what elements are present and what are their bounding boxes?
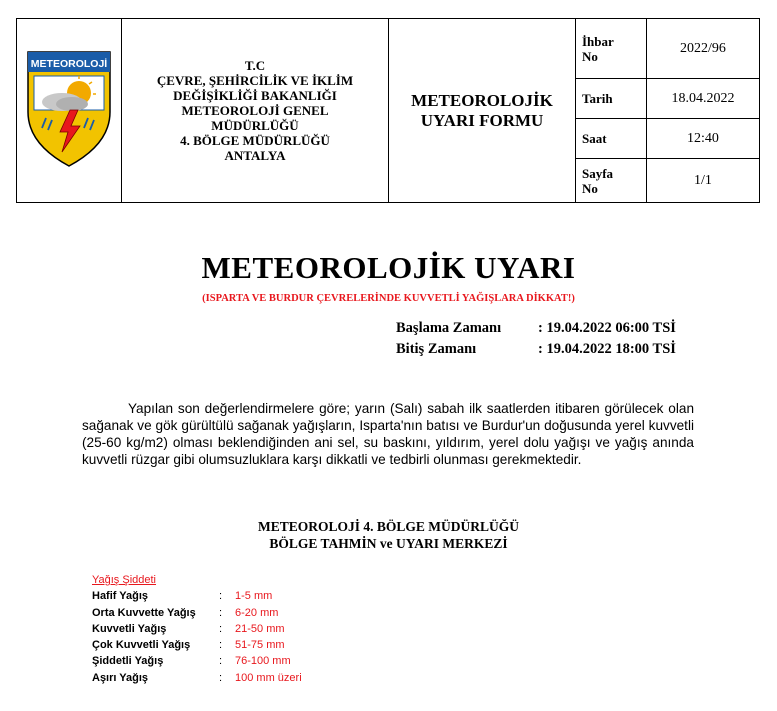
start-time-label: Başlama Zamanı [396, 320, 502, 336]
sayfa-label-line: Sayfa [582, 165, 614, 181]
ministry-line: ANTALYA [224, 148, 286, 163]
ministry-line: 4. BÖLGE MÜDÜRLÜĞÜ [180, 133, 330, 148]
end-time-label: Bitiş Zamanı [396, 341, 477, 357]
legend-title: Yağış Şiddeti [92, 574, 157, 586]
legend-separator: : [219, 671, 223, 684]
legend-item [92, 588, 302, 604]
legend-separator: : [219, 655, 223, 668]
rain-intensity-legend [92, 572, 302, 686]
legend-item [92, 605, 302, 621]
legend-item-value: 76-100 mm [235, 655, 291, 668]
end-time-value: : 19.04.2022 18:00 TSİ [538, 341, 676, 357]
warning-subtitle: (ISPARTA VE BURDUR ÇEVRELERİNDE KUVVETLİ YAĞIŞLARA DİKKAT!) [202, 293, 575, 304]
ministry-line: DEĞİŞİKLİĞİ BAKANLIĞI [173, 88, 337, 103]
legend-item-name: Hafif Yağış [92, 590, 149, 603]
header-table [16, 18, 760, 203]
ministry-line: MÜDÜRLÜĞÜ [211, 118, 299, 133]
legend-item-value: 51-75 mm [235, 639, 285, 652]
legend-item-name: Çok Kuvvetli Yağış [92, 639, 191, 652]
ihbar-label [576, 19, 647, 79]
legend-item-value: 21-50 mm [235, 622, 285, 635]
start-time-row [396, 318, 676, 339]
ihbar-label-line: İhbar [582, 33, 614, 49]
logo-text: METEOROLOJİ [30, 58, 108, 70]
legend-item-value: 6-20 mm [235, 606, 279, 619]
logo-cell [17, 19, 122, 203]
legend-separator: : [219, 622, 223, 635]
ministry-cell [122, 19, 389, 203]
warning-paragraph: Yapılan son değerlendirmelere göre; yarın (Salı) sabah ilk saatlerden itibaren görülecek olan sağanak ve gök gürültülü sağanak yağışların, Isparta'nın batısı ve Burdur'un doğusunda yerel kuvvetli (25-60 kg/m2) olması beklendiğinden ani sel, su baskını, yıldırım, yerel dolu yağışı ve yağış anında kuvvetli rüzgar gibi olumsuzluklara karşı dikkatli ve tedbirli olunması gerekmektedir. [82, 401, 694, 467]
legend-item [92, 637, 302, 653]
legend-item [92, 653, 302, 669]
legend-item-name: Kuvvetli Yağış [92, 622, 167, 635]
end-time-row [396, 339, 676, 360]
center-title-line: BÖLGE TAHMİN ve UYARI MERKEZİ [269, 536, 508, 551]
legend-item-name: Şiddetli Yağış [92, 655, 164, 668]
saat-label: Saat [576, 119, 647, 159]
warning-title: METEOROLOJİK UYARI [201, 250, 576, 285]
center-title-line: METEOROLOJİ 4. BÖLGE MÜDÜRLÜĞÜ [257, 519, 520, 534]
form-title-cell [389, 19, 576, 203]
sayfa-value: 1/1 [647, 159, 760, 203]
legend-item [92, 621, 302, 637]
legend-item-name: Aşırı Yağış [92, 671, 149, 684]
saat-value: 12:40 [647, 119, 760, 159]
legend-item-value: 1-5 mm [235, 590, 273, 603]
legend-separator: : [219, 590, 223, 603]
legend-item-value: 100 mm üzeri [235, 671, 302, 684]
ministry-line: T.C [244, 58, 266, 73]
sayfa-label-line: No [582, 180, 598, 196]
tarih-label: Tarih [576, 79, 647, 119]
meteoroloji-logo [24, 48, 114, 168]
ihbar-label-line: No [582, 48, 598, 64]
ihbar-value: 2022/96 [647, 19, 760, 79]
form-title-line: UYARI FORMU [420, 110, 544, 130]
legend-item-name: Orta Kuvvette Yağış [92, 606, 196, 619]
legend-separator: : [219, 606, 223, 619]
tarih-value: 18.04.2022 [647, 79, 760, 119]
form-title-line: METEOROLOJİK [411, 90, 553, 110]
warning-times [396, 318, 676, 360]
start-time-value: : 19.04.2022 06:00 TSİ [538, 320, 676, 336]
ministry-line: ÇEVRE, ŞEHİRCİLİK VE İKLİM [156, 73, 354, 88]
sayfa-label [576, 159, 647, 203]
legend-separator: : [219, 639, 223, 652]
ministry-line: METEOROLOJİ GENEL [181, 103, 329, 118]
legend-item [92, 670, 302, 686]
center-title [0, 518, 777, 552]
